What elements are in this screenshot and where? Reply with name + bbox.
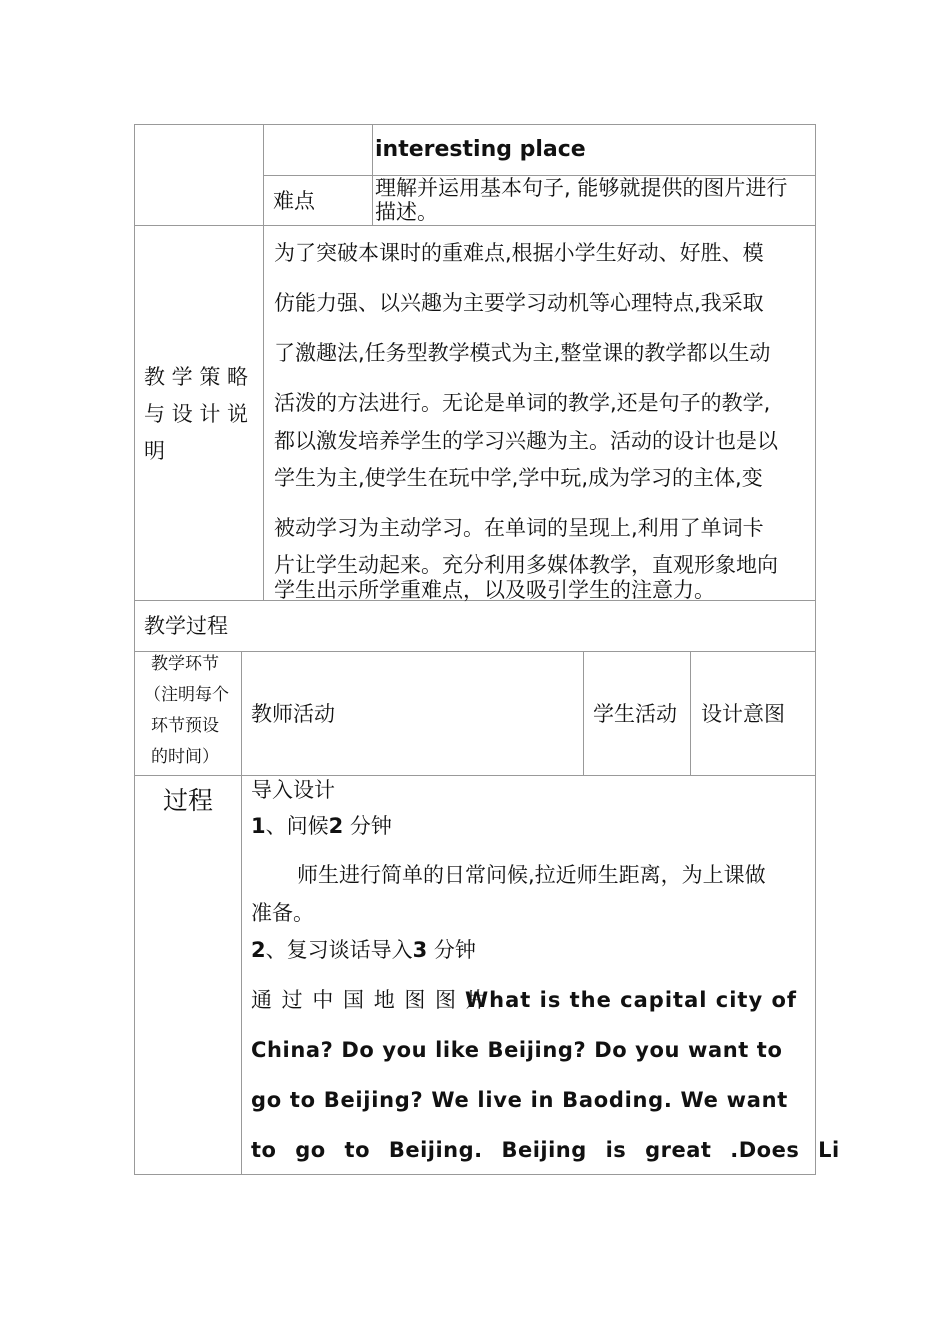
stage-header-line3: 环节预设 <box>151 716 219 736</box>
map-line3: go to Beijing? We live in Baoding. We want <box>251 1088 788 1112</box>
stage-header-line1: 教学环节 <box>151 654 219 674</box>
strategy-line: 被动学习为主动学习。在单词的呈现上,利用了单词卡 <box>274 516 764 540</box>
student-activity-header: 学生活动 <box>593 702 677 726</box>
strategy-line: 了激趣法,任务型教学模式为主,整堂课的教学都以生动 <box>274 341 771 365</box>
strategy-label-line2: 与 设 计 说 <box>144 402 249 426</box>
strategy-label-line3: 明 <box>144 439 165 463</box>
strategy-line: 学生出示所学重难点，以及吸引学生的注意力。 <box>274 578 715 602</box>
map-line1-cn: 通 过 中 国 地 图 图 片 <box>251 988 489 1012</box>
greeting-line1: 师生进行简单的日常问候,拉近师生距离，为上课做 <box>297 863 766 887</box>
map-line1-en: What is the capital city of <box>465 988 798 1012</box>
map-line2: China? Do you like Beijing? Do you want to <box>251 1038 783 1062</box>
key-point-text: interesting place <box>375 137 586 162</box>
intro-title: 导入设计 <box>251 778 335 802</box>
strategy-line: 活泼的方法进行。无论是单词的教学,还是句子的教学, <box>274 391 771 415</box>
stage-header-line4: 的时间） <box>151 747 219 767</box>
process-header: 教学过程 <box>144 614 228 638</box>
strategy-line: 都以激发培养学生的学习兴趣为主。活动的设计也是以 <box>274 429 778 453</box>
stage-label: 过程 <box>163 786 214 815</box>
teacher-activity-header: 教师活动 <box>251 702 335 726</box>
step1-heading: 1、问候2 分钟 <box>251 814 392 838</box>
difficulty-text-line1: 理解并运用基本句子, 能够就提供的图片进行 <box>375 176 788 200</box>
design-intent-header: 设计意图 <box>701 702 785 726</box>
strategy-label-line1: 教 学 策 略 <box>144 365 249 389</box>
difficulty-label: 难点 <box>273 189 315 213</box>
difficulty-text-line2: 描述。 <box>375 200 438 224</box>
strategy-line: 为了突破本课时的重难点,根据小学生好动、好胜、模 <box>274 241 764 265</box>
strategy-line: 仿能力强、以兴趣为主要学习动机等心理特点,我采取 <box>274 291 764 315</box>
stage-header-line2: （注明每个 <box>144 685 229 705</box>
greeting-line2: 准备。 <box>251 901 314 925</box>
strategy-line: 片让学生动起来。充分利用多媒体教学，直观形象地向 <box>274 553 778 577</box>
step2-heading: 2、复习谈话导入3 分钟 <box>251 938 476 962</box>
strategy-line: 学生为主,使学生在玩中学,学中玩,成为学习的主体,变 <box>274 466 763 490</box>
map-line4: to go to Beijing. Beijing is great .Does Li <box>251 1138 840 1162</box>
